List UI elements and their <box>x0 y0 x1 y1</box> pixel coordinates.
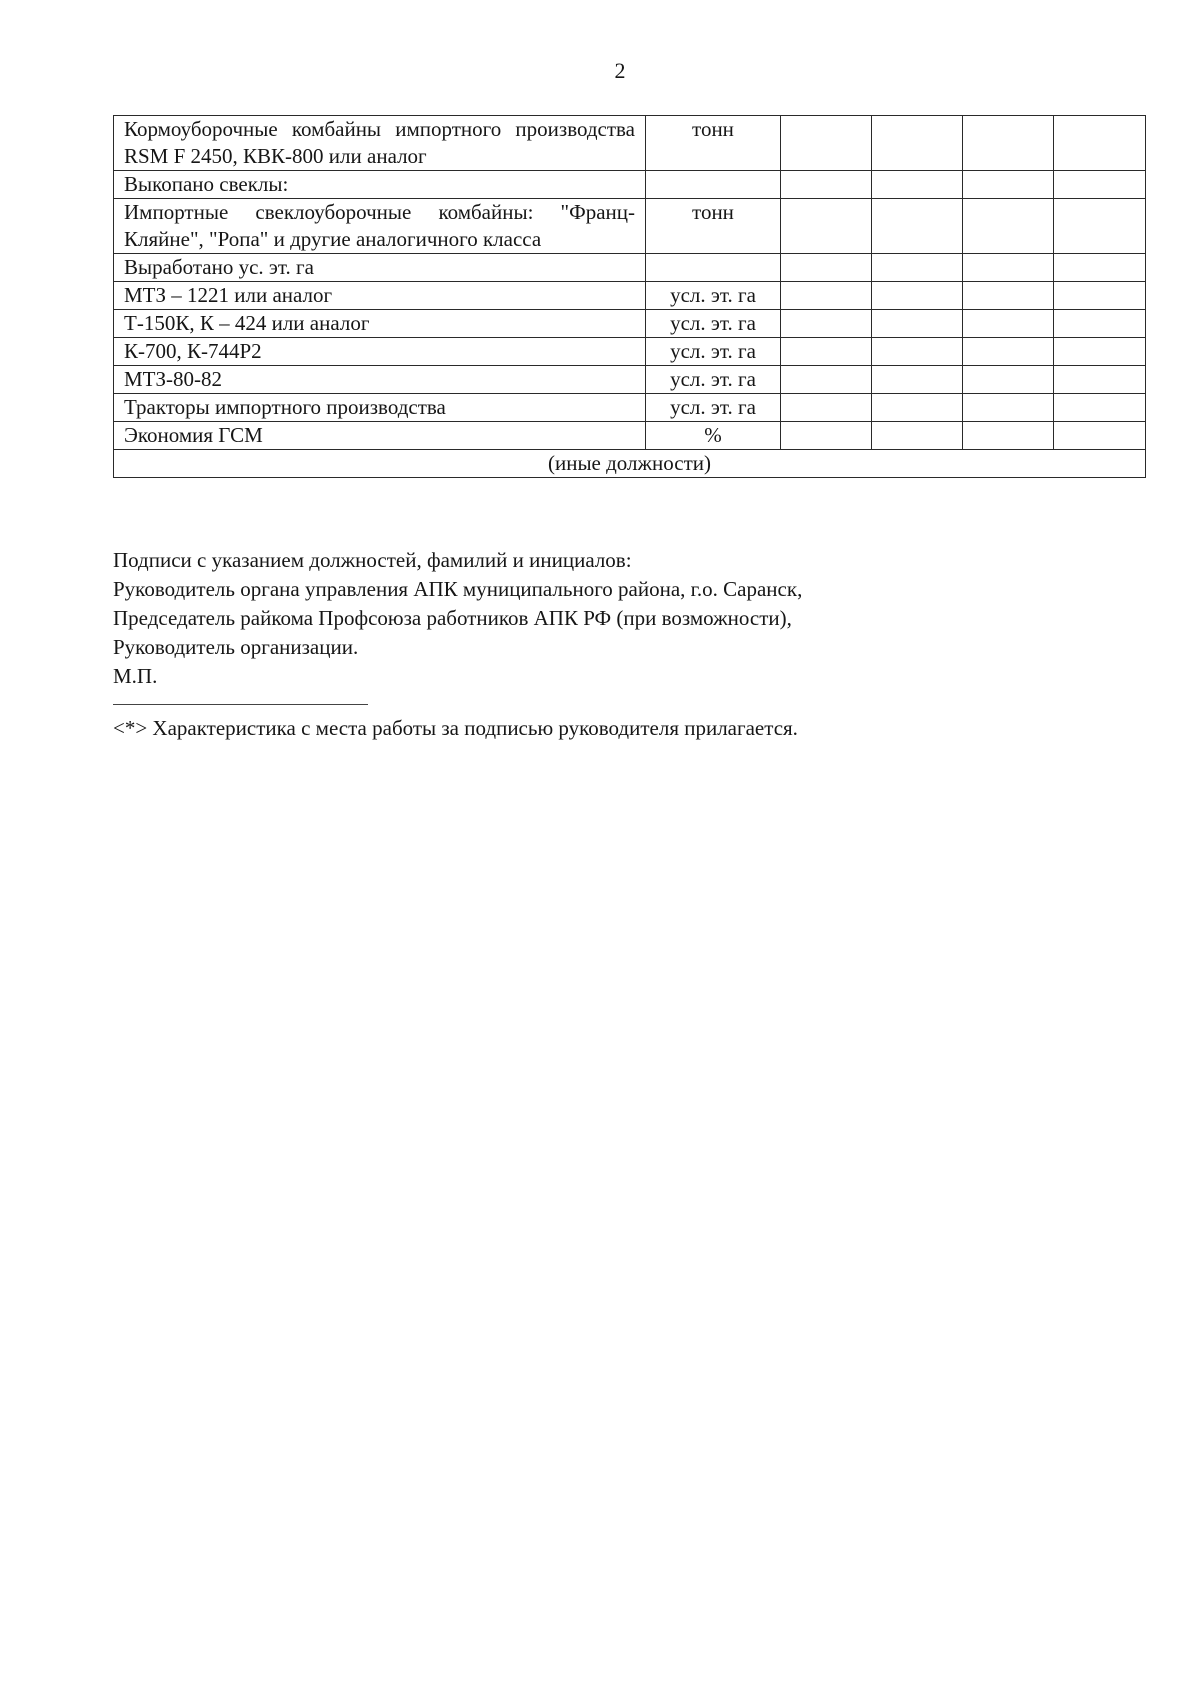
row-item-label: Экономия ГСМ <box>114 422 646 450</box>
value-cell <box>963 199 1054 254</box>
value-cell <box>781 422 872 450</box>
value-cell <box>781 199 872 254</box>
value-cell <box>1054 394 1146 422</box>
row-unit: усл. эт. га <box>646 394 781 422</box>
row-unit: тонн <box>646 199 781 254</box>
value-cell <box>872 310 963 338</box>
value-cell <box>963 171 1054 199</box>
value-cell <box>1054 282 1146 310</box>
table-row <box>114 338 1146 366</box>
row-item-label: Выработано ус. эт. га <box>114 254 646 282</box>
table-row <box>114 310 1146 338</box>
row-unit: усл. эт. га <box>646 310 781 338</box>
value-cell <box>872 338 963 366</box>
value-cell <box>1054 199 1146 254</box>
table-row <box>114 254 1146 282</box>
value-cell <box>781 171 872 199</box>
seal-place-label: М.П. <box>113 664 158 688</box>
row-item-label: Тракторы импортного производства <box>114 394 646 422</box>
value-cell <box>781 310 872 338</box>
value-cell <box>781 338 872 366</box>
row-unit: усл. эт. га <box>646 366 781 394</box>
value-cell <box>872 366 963 394</box>
row-item-label: Импортные свеклоуборочные комбайны: "Франц-Кляйне", "Ропа" и другие аналогичного класса <box>114 199 646 254</box>
table-footer-row <box>114 450 1146 478</box>
table-row <box>114 422 1146 450</box>
table-row <box>114 282 1146 310</box>
value-cell <box>963 116 1054 171</box>
value-cell <box>963 366 1054 394</box>
footnote-divider <box>113 704 368 705</box>
row-unit: усл. эт. га <box>646 338 781 366</box>
signatures-block <box>113 546 802 691</box>
value-cell <box>872 199 963 254</box>
indicators-table <box>113 115 1146 478</box>
signature-line-union-chair: Председатель райкома Профсоюза работников АПК РФ (при возможности), <box>113 606 792 630</box>
row-item-label: МТЗ-80-82 <box>114 366 646 394</box>
value-cell <box>1054 338 1146 366</box>
row-unit: тонн <box>646 116 781 171</box>
value-cell <box>781 282 872 310</box>
row-item-label: МТЗ – 1221 или аналог <box>114 282 646 310</box>
page-number: 2 <box>614 58 626 83</box>
row-unit: % <box>646 422 781 450</box>
value-cell <box>1054 422 1146 450</box>
value-cell <box>963 254 1054 282</box>
value-cell <box>1054 171 1146 199</box>
value-cell <box>872 116 963 171</box>
signature-line-agro-head: Руководитель органа управления АПК муниципального района, г.о. Саранск, <box>113 577 803 601</box>
value-cell <box>872 422 963 450</box>
table-row <box>114 116 1146 171</box>
value-cell <box>963 422 1054 450</box>
row-unit: усл. эт. га <box>646 282 781 310</box>
value-cell <box>1054 254 1146 282</box>
row-item-label: Кормоуборочные комбайны импортного производства RSM F 2450, КВК-800 или аналог <box>114 116 646 171</box>
signatures-heading: Подписи с указанием должностей, фамилий и инициалов: <box>113 548 632 572</box>
value-cell <box>872 171 963 199</box>
table-row <box>114 199 1146 254</box>
value-cell <box>963 310 1054 338</box>
row-unit <box>646 171 781 199</box>
value-cell <box>781 394 872 422</box>
other-positions-label: (иные должности) <box>114 450 1146 478</box>
value-cell <box>1054 366 1146 394</box>
row-item-label: К-700, К-744Р2 <box>114 338 646 366</box>
table-row <box>114 171 1146 199</box>
value-cell <box>963 282 1054 310</box>
value-cell <box>781 254 872 282</box>
value-cell <box>872 282 963 310</box>
value-cell <box>963 394 1054 422</box>
signature-line-org-head: Руководитель организации. <box>113 635 359 659</box>
value-cell <box>781 116 872 171</box>
value-cell <box>872 394 963 422</box>
value-cell <box>872 254 963 282</box>
table-row <box>114 394 1146 422</box>
value-cell <box>1054 116 1146 171</box>
row-unit <box>646 254 781 282</box>
value-cell <box>963 338 1054 366</box>
row-item-label: Т-150К, К – 424 или аналог <box>114 310 646 338</box>
row-item-label: Выкопано свеклы: <box>114 171 646 199</box>
table-row <box>114 366 1146 394</box>
value-cell <box>781 366 872 394</box>
value-cell <box>1054 310 1146 338</box>
footnote: <*> Характеристика с места работы за подписью руководителя прилагается. <box>113 716 798 740</box>
